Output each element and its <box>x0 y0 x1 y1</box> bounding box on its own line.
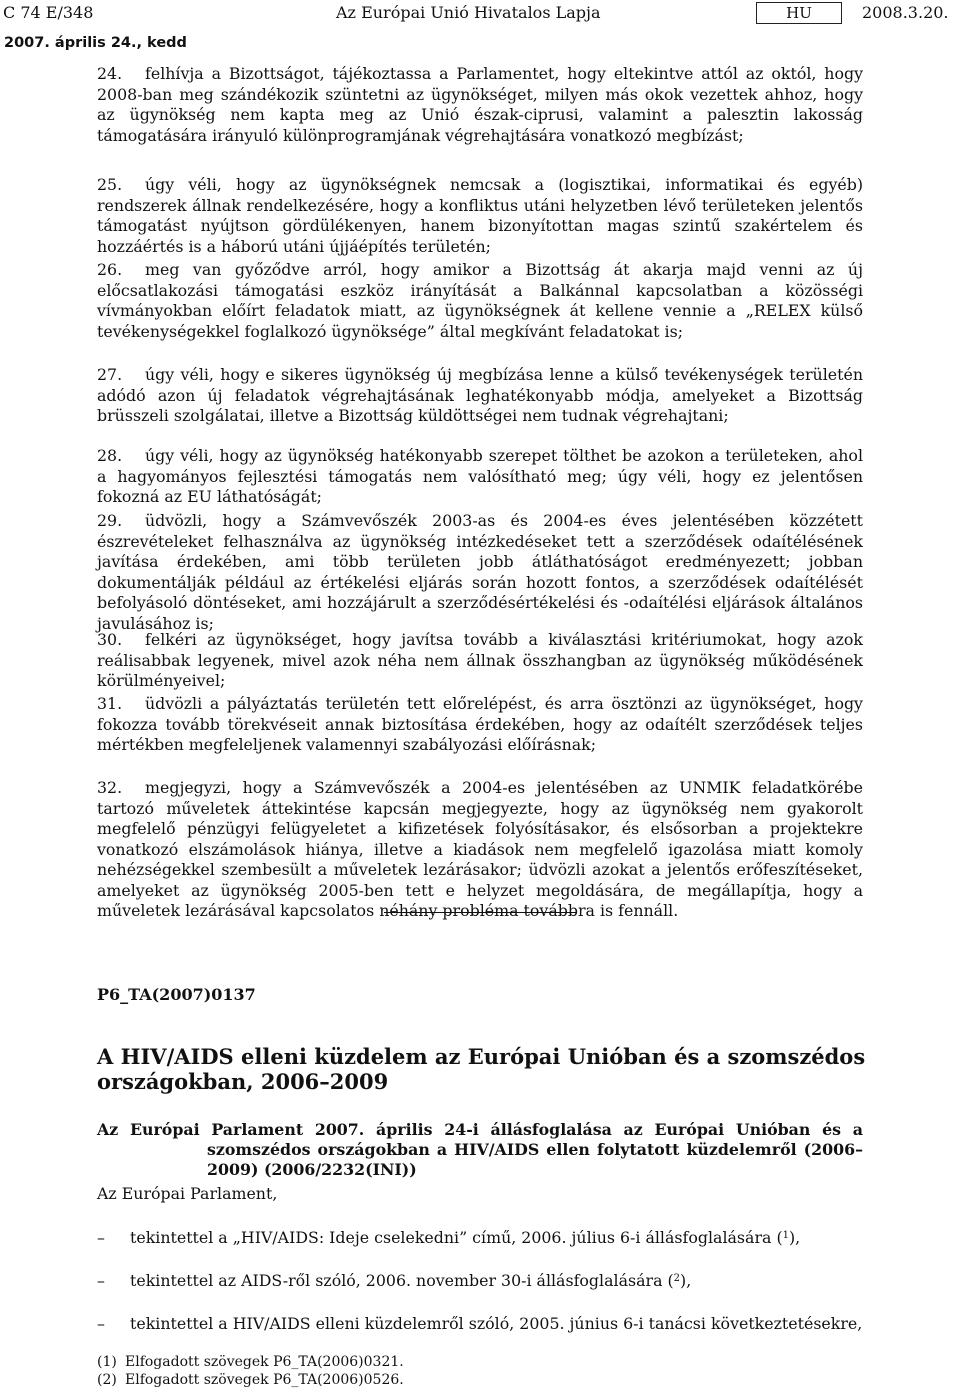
footnote-ref: 2 <box>673 1273 681 1284</box>
paragraph-number: 25. <box>97 175 123 194</box>
dash-bullet: – <box>97 1314 105 1333</box>
paragraph-number: 29. <box>97 511 123 530</box>
footnote-ref: 1 <box>782 1230 789 1241</box>
paragraph-number: 31. <box>97 694 123 713</box>
paragraph-29 <box>97 511 863 634</box>
paragraph-text: üdvözli a pályáztatás területén tett előrelépést, és arra ösztönzi az ügynökséget, hogy fokozza tovább törekvéseit annak biztosítása érdekében, hogy az odaítélt szerződések teljes mértékben megfeleljenek valamennyi szabályozási előírásnak; <box>97 694 863 754</box>
language-badge: HU <box>756 2 842 24</box>
page-header <box>0 2 960 26</box>
citation-text: tekintettel a HIV/AIDS elleni küzdelemről szóló, 2005. június 6-i tanácsi következtetésekre, <box>130 1314 863 1333</box>
paragraph-number: 32. <box>97 778 123 797</box>
paragraph-number: 27. <box>97 365 123 384</box>
dash-bullet: – <box>97 1271 105 1290</box>
footnote-number: (1) <box>97 1354 117 1370</box>
paragraph-31 <box>97 694 863 756</box>
section-divider <box>384 912 576 913</box>
paragraph-text: úgy véli, hogy e sikeres ügynökség új megbízása lenne a külső tevékenységek területén adódó azon új feladatok végrehajtásának leghatékonyabb módja, amelyeket a Bizottság brüsszeli szolgálatai, illetve a Bizottság küldöttségei nem tudnak végrehajtani; <box>97 365 863 425</box>
document-title: A HIV/AIDS elleni küzdelem az Európai Unióban és a szomszédos országokban, 2006–2009 <box>97 1044 866 1094</box>
journal-reference: C 74 E/348 <box>3 3 94 22</box>
paragraph-text: felhívja a Bizottságot, tájékoztassa a Parlamentet, hogy eltekintve attól az októl, hogy 2008-ban meg szándékozik szüntetni az ügynökséget, milyen más okok vezettek ahhoz, hogy az ügynökség nem kapta meg az Unió észak-ciprusi, valamint a palesztin lakosság támogatására irányuló különprogramjának végrehajtására vonatkozó megbízást; <box>97 64 863 145</box>
document-subtitle: Az Európai Parlament 2007. április 24-i állásfoglalása az Európai Unióban és a szomszédos országokban a HIV/AIDS ellen folytatott küzdelemről (2006–2009) (2006/2232(INI)) <box>97 1120 863 1179</box>
paragraph-26 <box>97 260 863 342</box>
paragraph-30 <box>97 630 863 692</box>
publication-date: 2008.3.20. <box>862 3 949 22</box>
paragraph-27 <box>97 365 863 427</box>
paragraph-text: úgy véli, hogy az ügynökség hatékonyabb szerepet tölthet be azokon a területeken, ahol a hagyományos fejlesztési támogatás nem valósítható meg; úgy véli, hogy ez jelentősen fokozná az EU láthatóságát; <box>97 446 863 506</box>
paragraph-32 <box>97 778 863 922</box>
citation-text: tekintettel az AIDS-ről szóló, 2006. november 30-i állásfoglalására ($^2$), <box>130 1271 692 1290</box>
paragraph-text: felkéri az ügynökséget, hogy javítsa tovább a kiválasztási kritériumokat, hogy azok reálisabbak legyenek, mivel azok néha nem állnak összhangban az ügynökség működésének körülményeivel; <box>97 630 863 690</box>
footnote-number: (2) <box>97 1372 117 1388</box>
paragraph-24 <box>97 64 863 146</box>
paragraph-text: úgy véli, hogy az ügynökségnek nemcsak a (logisztikai, informatikai és egyéb) rendszerek állnak rendelkezésére, hogy a konfliktus utáni helyzetben lévő területeken jelentős támogatást nyújtson gördülékenyen, hanem bizonyítottan magas szintű szakértelem és hozzáértés is a háború utáni újjáépítés területén; <box>97 175 863 256</box>
journal-title: Az Európai Unió Hivatalos Lapja <box>336 3 601 22</box>
paragraph-number: 30. <box>97 630 123 649</box>
document-code: P6_TA(2007)0137 <box>97 985 256 1004</box>
paragraph-28 <box>97 446 863 508</box>
paragraph-number: 28. <box>97 446 123 465</box>
session-date: 2007. április 24., kedd <box>4 35 187 51</box>
footnote-text: Elfogadott szövegek P6_TA(2006)0321. <box>125 1354 404 1370</box>
paragraph-text: megjegyzi, hogy a Számvevőszék a 2004-es jelentésében az UNMIK feladatkörébe tartozó műveletek áttekintése kapcsán megjegyezte, hogy az ügynökség nem gyakorolt megfelelő pénzügyi felügyeletet a kifizetések folyósításakor, és elsősorban a projektekre vonatkozó elszámolások hiánya, illetve a kiadások nem megfelelő igazolása miatt komoly nehézségekkel szembesült a műveletek lezárásakor; üdvözli azokat a jelentős erőfeszítéseket, amelyeket az ügynökség 2005-ben tett e helyzet megoldására, de megállapítja, hogy a műveletek lezárásával kapcsolatos néhány probléma továbbra is fennáll. <box>97 778 863 920</box>
paragraph-text: meg van győződve arról, hogy amikor a Bizottság át akarja majd venni az új előcsatlakozási támogatási eszköz irányítását a Balkánnal kapcsolatban a közösségi vívmányokban előírt feladatok miatt, az ügynökségnek át kellene vennie a „RELEX külső tevékenységekkel foglalkozó ügynöksége” által megkívánt feladatokat is; <box>97 260 863 341</box>
intro-line: Az Európai Parlament, <box>97 1184 278 1203</box>
paragraph-number: 26. <box>97 260 123 279</box>
paragraph-25 <box>97 175 863 257</box>
paragraph-text: üdvözli, hogy a Számvevőszék 2003-as és 2004-es éves jelentésében közzétett észrevételeket felhasználva az ügynökség intézkedéseket tett a szerződések odaítélésének javítása érdekében, ami több területen jobb átláthatóságot eredményezett; jobban dokumentálják például az értékelési eljárás során hozott fontos, a szerződések odaítélését befolyásoló döntéseket, ami hozzájárult a szerződésértékelési és -odaítélési eljárások általános javulásához is; <box>97 511 863 633</box>
footnote-text: Elfogadott szövegek P6_TA(2006)0526. <box>125 1372 404 1388</box>
dash-bullet: – <box>97 1228 105 1247</box>
paragraph-number: 24. <box>97 64 123 83</box>
citation-text: tekintettel a „HIV/AIDS: Ideje cselekedni” című, 2006. július 6-i állásfoglalására ($^1$), <box>130 1228 801 1247</box>
